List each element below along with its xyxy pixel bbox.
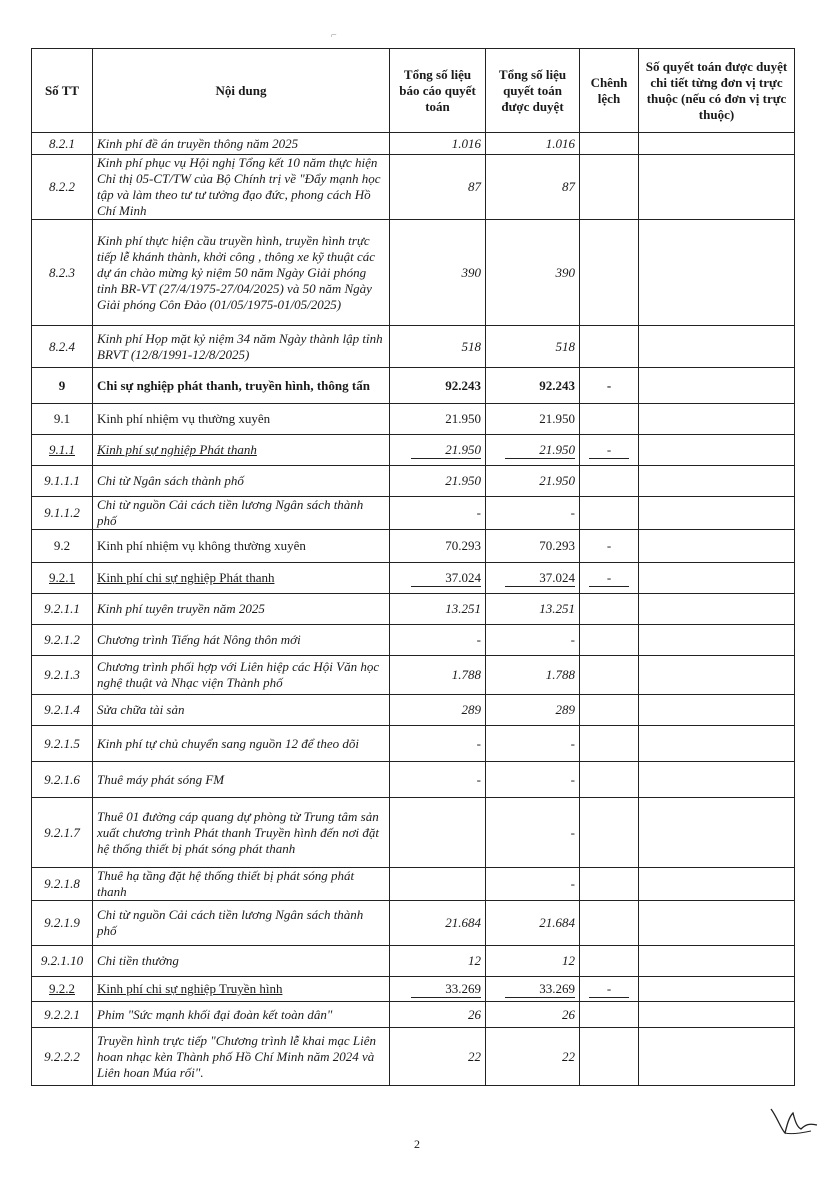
row-report-value: [390, 530, 486, 563]
row-content: [93, 901, 390, 946]
row-unit-detail: [639, 563, 795, 594]
table-row: [32, 220, 795, 326]
row-approved-value-text: -: [570, 771, 575, 787]
row-number: [32, 155, 93, 220]
row-approved-value-text: 518: [555, 338, 575, 354]
row-difference: [580, 133, 639, 155]
row-approved-value-text: -: [570, 632, 575, 647]
row-number-text: 9.2.1.5: [44, 735, 80, 751]
row-approved-value-text: -: [570, 824, 575, 840]
row-number: [32, 868, 93, 901]
row-unit-detail: [639, 762, 795, 798]
header-difference: Chênh lệch: [580, 49, 639, 133]
row-approved-value: [486, 1028, 580, 1086]
row-number: [32, 466, 93, 497]
row-difference: [580, 762, 639, 798]
row-content-text: Chương trình Tiếng hát Nông thôn mới: [97, 632, 301, 647]
row-approved-value: [486, 326, 580, 368]
row-report-value-text: 26: [468, 1006, 481, 1022]
row-approved-value: [486, 530, 580, 563]
row-number: [32, 1028, 93, 1086]
row-report-value-text: 70.293: [445, 538, 481, 553]
row-report-value: [390, 563, 486, 594]
row-report-value: [390, 1028, 486, 1086]
row-unit-detail: [639, 155, 795, 220]
row-difference: [580, 594, 639, 625]
row-unit-detail: [639, 625, 795, 656]
row-content: [93, 762, 390, 798]
row-approved-value: [486, 155, 580, 220]
row-number-text: 9.2.1.2: [44, 632, 80, 647]
row-number-text: 9.1.1.1: [44, 473, 80, 488]
row-unit-detail: [639, 695, 795, 726]
row-number: [32, 901, 93, 946]
page-number: 2: [414, 1137, 420, 1151]
row-report-value: [390, 762, 486, 798]
row-approved-value-text: 21.950: [539, 411, 575, 426]
row-report-value-text: -: [476, 505, 481, 520]
row-content: [93, 656, 390, 695]
table-row: [32, 977, 795, 1002]
row-difference: [580, 901, 639, 946]
row-approved-value-text: -: [570, 505, 575, 520]
row-content: [93, 563, 390, 594]
row-difference: [580, 435, 639, 466]
row-difference-text: -: [589, 570, 629, 587]
row-unit-detail: [639, 466, 795, 497]
row-number-text: 8.2.3: [49, 264, 75, 280]
row-number: [32, 326, 93, 368]
table-row: [32, 868, 795, 901]
row-report-value-text: 518: [461, 338, 481, 354]
row-content-text: Thuê hạ tầng đặt hệ thống thiết bị phát sóng phát thanh: [97, 868, 355, 899]
row-content: [93, 1028, 390, 1086]
row-unit-detail: [639, 901, 795, 946]
row-number-text: 9.2.1.8: [44, 876, 80, 891]
row-report-value: [390, 497, 486, 530]
row-difference: [580, 220, 639, 326]
row-number-text: 9.2: [53, 538, 71, 553]
row-content: [93, 368, 390, 404]
row-approved-value-text: 289: [555, 702, 575, 717]
row-difference-text: -: [606, 377, 612, 393]
row-difference: [580, 656, 639, 695]
table-row: [32, 133, 795, 155]
row-content: [93, 497, 390, 530]
row-approved-value: [486, 220, 580, 326]
row-number: [32, 220, 93, 326]
row-content-text: Kinh phí nhiệm vụ không thường xuyên: [97, 538, 306, 553]
row-approved-value: [486, 946, 580, 977]
row-unit-detail: [639, 1028, 795, 1086]
row-number-text: 9.1.1.2: [44, 505, 80, 520]
settlement-table: [31, 48, 795, 1086]
row-approved-value: [486, 977, 580, 1002]
row-content: [93, 726, 390, 762]
table-row: [32, 1002, 795, 1028]
row-approved-value-text: 21.684: [539, 915, 575, 930]
row-report-value: [390, 466, 486, 497]
row-report-value-text: -: [476, 632, 481, 647]
row-difference: [580, 466, 639, 497]
row-report-value-text: 13.251: [445, 601, 481, 616]
row-approved-value-text: 92.243: [539, 377, 575, 393]
row-number-text: 8.2.2: [49, 179, 75, 194]
row-approved-value: [486, 868, 580, 901]
row-difference: [580, 563, 639, 594]
table-row: [32, 946, 795, 977]
row-report-value-text: 21.950: [411, 442, 481, 459]
row-content: [93, 1002, 390, 1028]
table-row: [32, 563, 795, 594]
row-content-text: Kinh phí đề án truyền thông năm 2025: [97, 135, 299, 151]
scan-mark-icon: ⌐: [331, 30, 337, 41]
row-difference: [580, 868, 639, 901]
row-number: [32, 133, 93, 155]
row-approved-value-text: 1.788: [545, 667, 575, 682]
row-unit-detail: [639, 326, 795, 368]
row-number: [32, 656, 93, 695]
row-content: [93, 798, 390, 868]
row-content: [93, 946, 390, 977]
row-number-text: 9.2.2.1: [44, 1006, 80, 1022]
row-difference: [580, 695, 639, 726]
row-report-value: [390, 155, 486, 220]
row-approved-value-text: 13.251: [539, 601, 575, 616]
table-row: [32, 726, 795, 762]
row-approved-value-text: 390: [555, 264, 575, 280]
row-number: [32, 435, 93, 466]
row-number: [32, 798, 93, 868]
row-approved-value-text: 37.024: [505, 570, 575, 587]
row-approved-value-text: 1.016: [545, 135, 575, 151]
row-difference: [580, 726, 639, 762]
row-difference: [580, 155, 639, 220]
table-row: [32, 656, 795, 695]
row-number-text: 9.2.1.4: [44, 702, 80, 717]
table-row: [32, 466, 795, 497]
row-report-value: [390, 368, 486, 404]
row-number: [32, 368, 93, 404]
table-row: [32, 901, 795, 946]
row-unit-detail: [639, 946, 795, 977]
row-approved-value-text: 70.293: [539, 538, 575, 553]
row-content: [93, 977, 390, 1002]
row-approved-value: [486, 762, 580, 798]
table-row: [32, 625, 795, 656]
row-number-text: 9.2.1.1: [44, 601, 80, 616]
row-report-value-text: -: [476, 771, 481, 787]
row-approved-value-text: 12: [562, 953, 575, 968]
table-row: [32, 695, 795, 726]
row-content-text: Kinh phí chi sự nghiệp Truyền hình: [97, 981, 283, 996]
row-approved-value: [486, 435, 580, 466]
table-header-row: [32, 49, 795, 133]
row-unit-detail: [639, 726, 795, 762]
row-number: [32, 625, 93, 656]
row-unit-detail: [639, 977, 795, 1002]
row-approved-value-text: -: [570, 876, 575, 891]
header-stt: Số TT: [32, 49, 93, 133]
row-report-value-text: 37.024: [411, 570, 481, 587]
row-difference: [580, 530, 639, 563]
row-unit-detail: [639, 656, 795, 695]
row-number-text: 9.2.1: [49, 570, 75, 585]
row-number-text: 9.1: [53, 411, 71, 426]
row-difference: [580, 497, 639, 530]
row-content-text: Thuê máy phát sóng FM: [97, 771, 225, 787]
header-approved-total: Tổng số liệu quyết toán được duyệt: [486, 49, 580, 133]
table-row: [32, 1028, 795, 1086]
row-content: [93, 404, 390, 435]
row-approved-value: [486, 404, 580, 435]
row-unit-detail: [639, 868, 795, 901]
table-row: [32, 497, 795, 530]
row-content-text: Kinh phí thực hiện cầu truyền hình, truyền hình trực tiếp lễ khánh thành, khởi công , thông xe kỹ thuật các dự án chào mừng kỷ niệm 50 năm Ngày Giải phóng tỉnh BR-VT (27/4/1975-27/04/2025) và 50 năm Ngày Giải phóng Côn Đảo (01/05/1975-01/05/2025): [97, 232, 376, 312]
row-approved-value: [486, 798, 580, 868]
row-approved-value: [486, 368, 580, 404]
row-approved-value-text: 26: [562, 1006, 575, 1022]
row-report-value: [390, 326, 486, 368]
row-number: [32, 762, 93, 798]
row-approved-value: [486, 594, 580, 625]
row-content-text: Kinh phí tự chủ chuyển sang nguồn 12 để theo dõi: [97, 735, 359, 751]
row-content: [93, 155, 390, 220]
row-content-text: Chi từ Ngân sách thành phố: [97, 473, 244, 488]
row-difference: [580, 1002, 639, 1028]
row-content: [93, 220, 390, 326]
row-approved-value: [486, 1002, 580, 1028]
row-report-value: [390, 901, 486, 946]
row-report-value: [390, 977, 486, 1002]
row-report-value: [390, 404, 486, 435]
row-report-value-text: 22: [468, 1048, 481, 1064]
row-approved-value-text: 87: [562, 179, 575, 194]
row-approved-value: [486, 563, 580, 594]
row-unit-detail: [639, 435, 795, 466]
row-report-value-text: 21.950: [445, 473, 481, 488]
row-number: [32, 726, 93, 762]
row-number-text: 9: [58, 377, 66, 393]
row-approved-value: [486, 133, 580, 155]
row-approved-value-text: 21.950: [539, 473, 575, 488]
row-unit-detail: [639, 798, 795, 868]
row-report-value-text: 87: [468, 179, 481, 194]
row-content-text: Chương trình phối hợp với Liên hiệp các Hội Văn học nghệ thuật và Nhạc viện Thành phố: [97, 659, 380, 690]
row-number-text: 9.2.1.7: [44, 824, 80, 840]
row-content-text: Kinh phí nhiệm vụ thường xuyên: [97, 411, 271, 426]
row-number-text: 9.2.2.2: [44, 1048, 80, 1064]
row-report-value-text: 289: [461, 702, 481, 717]
row-unit-detail: [639, 497, 795, 530]
row-content: [93, 594, 390, 625]
row-difference: [580, 625, 639, 656]
row-difference: [580, 1028, 639, 1086]
row-number-text: 9.2.1.3: [44, 667, 80, 682]
row-report-value-text: 12: [468, 953, 481, 968]
row-approved-value: [486, 497, 580, 530]
row-difference-text: -: [606, 538, 612, 553]
row-number: [32, 530, 93, 563]
row-content-text: Chi từ nguồn Cải cách tiền lương Ngân sách thành phố: [97, 907, 364, 938]
row-number: [32, 977, 93, 1002]
row-content-text: Sửa chữa tài sản: [97, 702, 185, 717]
row-content-text: Chi từ nguồn Cải cách tiền lương Ngân sách thành phố: [97, 497, 364, 528]
row-difference-text: -: [589, 442, 629, 459]
row-difference-text: -: [589, 981, 629, 998]
row-report-value: [390, 1002, 486, 1028]
row-approved-value: [486, 901, 580, 946]
row-unit-detail: [639, 220, 795, 326]
row-number: [32, 563, 93, 594]
table-row: [32, 404, 795, 435]
row-approved-value-text: 33.269: [505, 981, 575, 998]
row-content-text: Chi tiền thưởng: [97, 953, 179, 968]
row-unit-detail: [639, 530, 795, 563]
row-unit-detail: [639, 368, 795, 404]
row-report-value-text: 21.950: [445, 411, 481, 426]
row-difference: [580, 368, 639, 404]
row-content-text: Kinh phí Họp mặt kỷ niệm 34 năm Ngày thành lập tỉnh BRVT (12/8/1991-12/8/2025): [97, 330, 383, 362]
row-number: [32, 497, 93, 530]
row-content: [93, 530, 390, 563]
row-content-text: Truyền hình trực tiếp "Chương trình lễ khai mạc Liên hoan nhạc kèn Thành phố Hồ Chí Minh năm 2024 và Liên hoan Múa rối".: [97, 1032, 376, 1080]
row-report-value: [390, 695, 486, 726]
row-content-text: Kinh phí tuyên truyền năm 2025: [97, 601, 265, 616]
row-approved-value-text: 21.950: [505, 442, 575, 459]
row-content: [93, 133, 390, 155]
row-content-text: Phim "Sức mạnh khối đại đoàn kết toàn dân": [97, 1006, 333, 1022]
row-approved-value-text: -: [570, 735, 575, 751]
row-difference: [580, 977, 639, 1002]
row-number-text: 9.2.2: [49, 981, 75, 996]
row-report-value: [390, 946, 486, 977]
header-content: Nội dung: [93, 49, 390, 133]
row-report-value: [390, 435, 486, 466]
row-approved-value: [486, 726, 580, 762]
row-number: [32, 946, 93, 977]
table-row: [32, 435, 795, 466]
row-number-text: 8.2.1: [49, 135, 75, 151]
row-report-value-text: 21.684: [445, 915, 481, 930]
row-report-value: [390, 133, 486, 155]
row-difference: [580, 946, 639, 977]
row-unit-detail: [639, 1002, 795, 1028]
row-content-text: Thuê 01 đường cáp quang dự phòng từ Trung tâm sản xuất chương trình Phát thanh Truyền hình đến nơi đặt hệ thống thiết bị phát sóng phát thanh: [97, 808, 380, 856]
row-approved-value: [486, 656, 580, 695]
row-report-value-text: 1.788: [451, 667, 481, 682]
table-row: [32, 798, 795, 868]
row-report-value-text: -: [476, 735, 481, 751]
row-content-text: Kinh phí sự nghiệp Phát thanh: [97, 442, 257, 457]
row-number-text: 9.2.1.9: [44, 915, 80, 930]
row-report-value-text: 1.016: [451, 135, 481, 151]
signature-mark: [767, 1103, 819, 1139]
row-number-text: 9.2.1.10: [40, 953, 84, 968]
row-report-value: [390, 625, 486, 656]
table-row: [32, 368, 795, 404]
row-number-text: 9.2.1.6: [44, 771, 80, 787]
row-report-value: [390, 798, 486, 868]
table-row: [32, 762, 795, 798]
row-unit-detail: [639, 594, 795, 625]
row-number: [32, 404, 93, 435]
row-report-value: [390, 220, 486, 326]
row-unit-detail: [639, 404, 795, 435]
row-report-value: [390, 594, 486, 625]
row-approved-value: [486, 695, 580, 726]
row-difference: [580, 798, 639, 868]
row-approved-value: [486, 625, 580, 656]
row-approved-value-text: 22: [562, 1048, 575, 1064]
table-row: [32, 594, 795, 625]
row-content: [93, 466, 390, 497]
row-difference: [580, 404, 639, 435]
row-report-value: [390, 656, 486, 695]
row-approved-value: [486, 466, 580, 497]
header-unit-detail: Số quyết toán được duyệt chi tiết từng đơn vị trực thuộc (nếu có đơn vị trực thuộc): [639, 49, 795, 133]
row-number-text: 9.1.1: [49, 442, 75, 457]
row-report-value-text: 33.269: [411, 981, 481, 998]
row-content-text: Kinh phí chi sự nghiệp Phát thanh: [97, 570, 275, 585]
row-report-value: [390, 726, 486, 762]
row-report-value: [390, 868, 486, 901]
row-number: [32, 594, 93, 625]
row-content: [93, 625, 390, 656]
row-content: [93, 695, 390, 726]
row-report-value-text: 92.243: [445, 377, 481, 393]
table-row: [32, 530, 795, 563]
row-content-text: Chi sự nghiệp phát thanh, truyền hình, thông tấn: [97, 377, 370, 393]
table-row: [32, 155, 795, 220]
table-row: [32, 326, 795, 368]
row-content: [93, 326, 390, 368]
row-number-text: 8.2.4: [49, 338, 75, 354]
row-content-text: Kinh phí phục vụ Hội nghị Tổng kết 10 năm thực hiện Chỉ thị 05-CT/TW của Bộ Chính trị về "Đẩy mạnh học tập và làm theo tư tư tưởng đạo đức, phong cách Hồ Chí Minh: [97, 155, 381, 218]
row-content: [93, 435, 390, 466]
row-difference: [580, 326, 639, 368]
row-content: [93, 868, 390, 901]
header-report-total: Tổng số liệu báo cáo quyết toán: [390, 49, 486, 133]
row-report-value-text: 390: [461, 264, 481, 280]
row-unit-detail: [639, 133, 795, 155]
row-number: [32, 695, 93, 726]
row-number: [32, 1002, 93, 1028]
